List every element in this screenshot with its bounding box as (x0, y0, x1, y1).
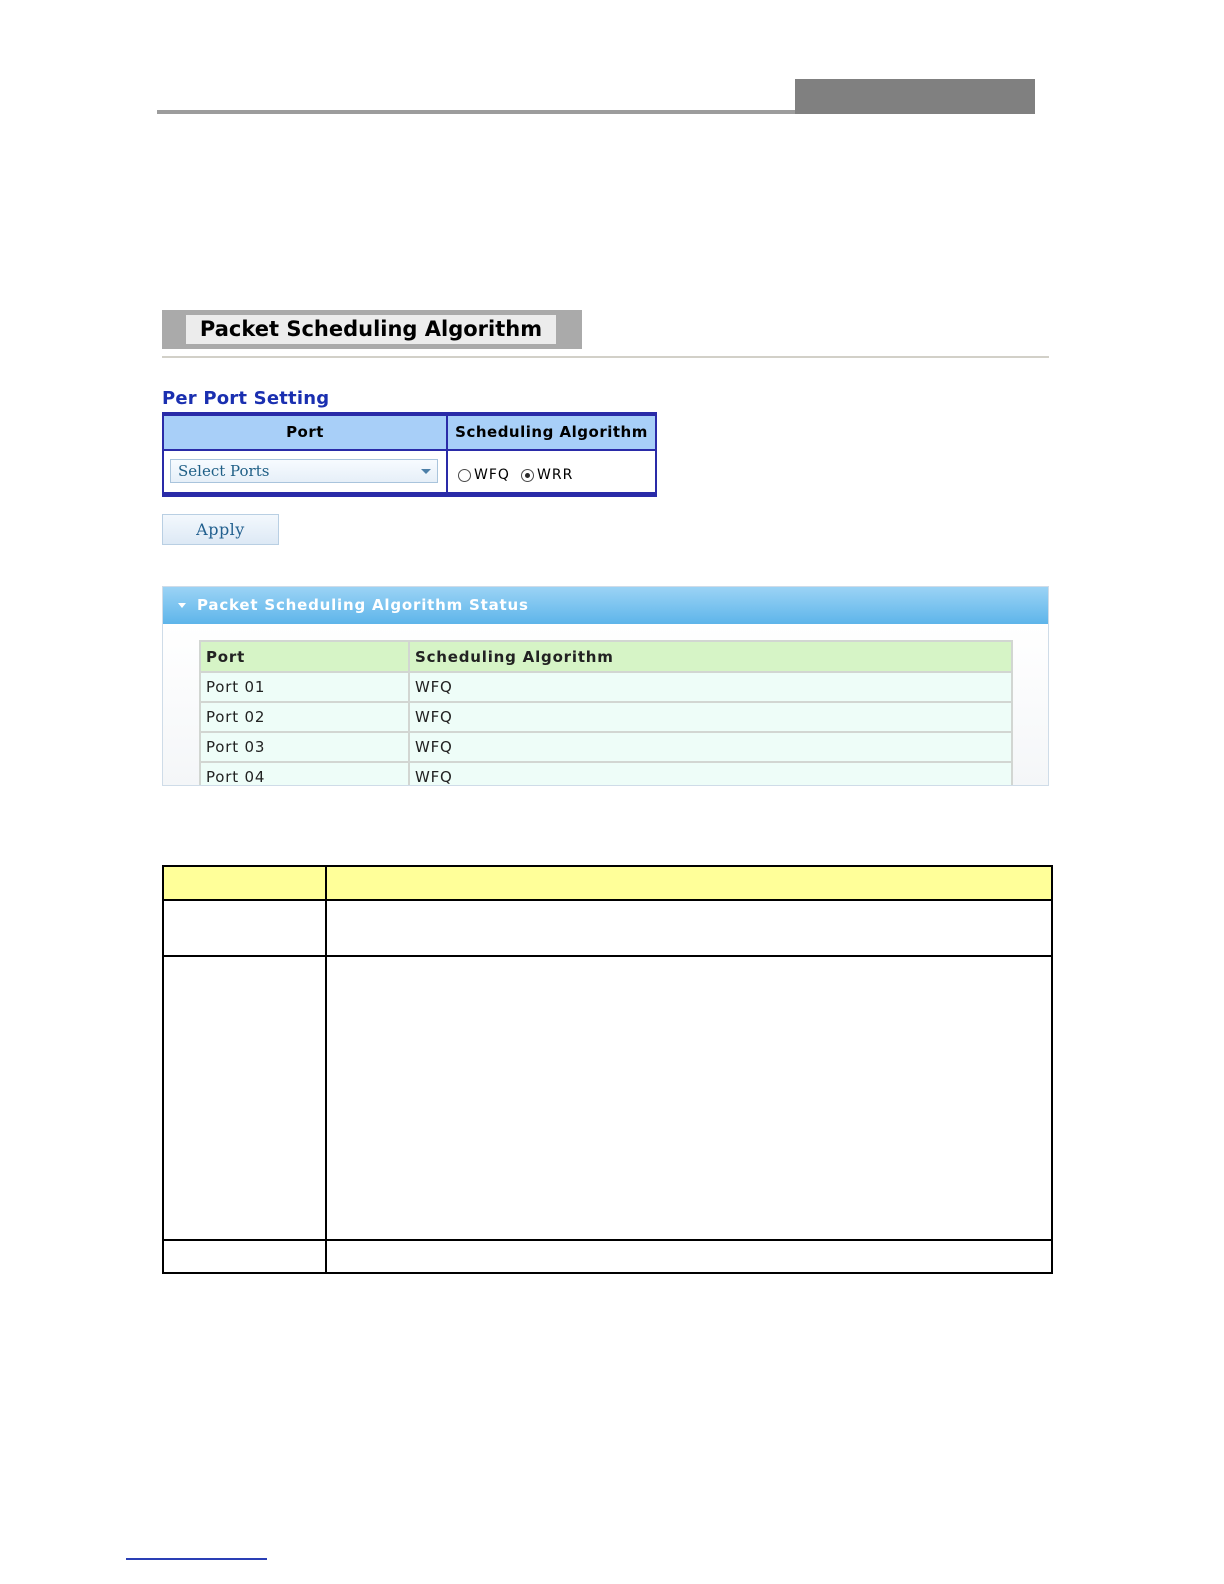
status-port-cell: Port 01 (200, 672, 409, 702)
header-divider (164, 449, 655, 451)
page-title-box (162, 310, 582, 349)
radio-option-wrr[interactable] (521, 466, 573, 484)
status-port-cell: Port 04 (200, 762, 409, 786)
page-title: Packet Scheduling Algorithm (186, 315, 556, 344)
header-rule (157, 110, 797, 114)
description-table-header (164, 867, 1051, 901)
status-table-header-row (200, 641, 1012, 672)
column-header-scheduling-algorithm: Scheduling Algorithm (448, 416, 655, 449)
status-column-header-port: Port (200, 641, 409, 672)
status-column-header-algorithm: Scheduling Algorithm (409, 641, 1012, 672)
title-divider (162, 356, 1049, 358)
radio-option-wfq[interactable] (458, 466, 510, 484)
header-block (795, 79, 1035, 114)
table-row (200, 672, 1012, 702)
column-header-port: Port (164, 416, 446, 449)
row-divider (164, 955, 1051, 957)
description-table (162, 865, 1053, 1274)
status-port-cell: Port 03 (200, 732, 409, 762)
status-panel (162, 586, 1049, 786)
column-divider (446, 416, 448, 492)
per-port-setting-table (162, 412, 657, 497)
column-divider (325, 867, 327, 1272)
status-algorithm-cell: WFQ (409, 732, 1012, 762)
table-row (200, 762, 1012, 786)
per-port-setting-heading: Per Port Setting (162, 388, 330, 409)
status-algorithm-cell: WFQ (409, 762, 1012, 786)
table-row (200, 702, 1012, 732)
radio-wfq-label: WFQ (474, 467, 510, 483)
footer-link-underline[interactable] (126, 1558, 267, 1560)
apply-button[interactable]: Apply (162, 514, 279, 545)
status-table (199, 640, 1013, 786)
radio-wrr[interactable] (521, 469, 534, 482)
row-divider (164, 1239, 1051, 1241)
status-port-cell: Port 02 (200, 702, 409, 732)
collapse-caret-icon[interactable] (178, 603, 186, 608)
radio-wfq[interactable] (458, 469, 471, 482)
chevron-down-icon[interactable] (421, 469, 431, 474)
port-select-dropdown[interactable] (170, 459, 438, 483)
status-panel-header[interactable] (163, 587, 1048, 624)
status-panel-title: Packet Scheduling Algorithm Status (197, 596, 529, 614)
port-select-value: Select Ports (178, 462, 270, 480)
status-algorithm-cell: WFQ (409, 702, 1012, 732)
table-row (200, 732, 1012, 762)
status-algorithm-cell: WFQ (409, 672, 1012, 702)
radio-wrr-label: WRR (537, 467, 574, 483)
